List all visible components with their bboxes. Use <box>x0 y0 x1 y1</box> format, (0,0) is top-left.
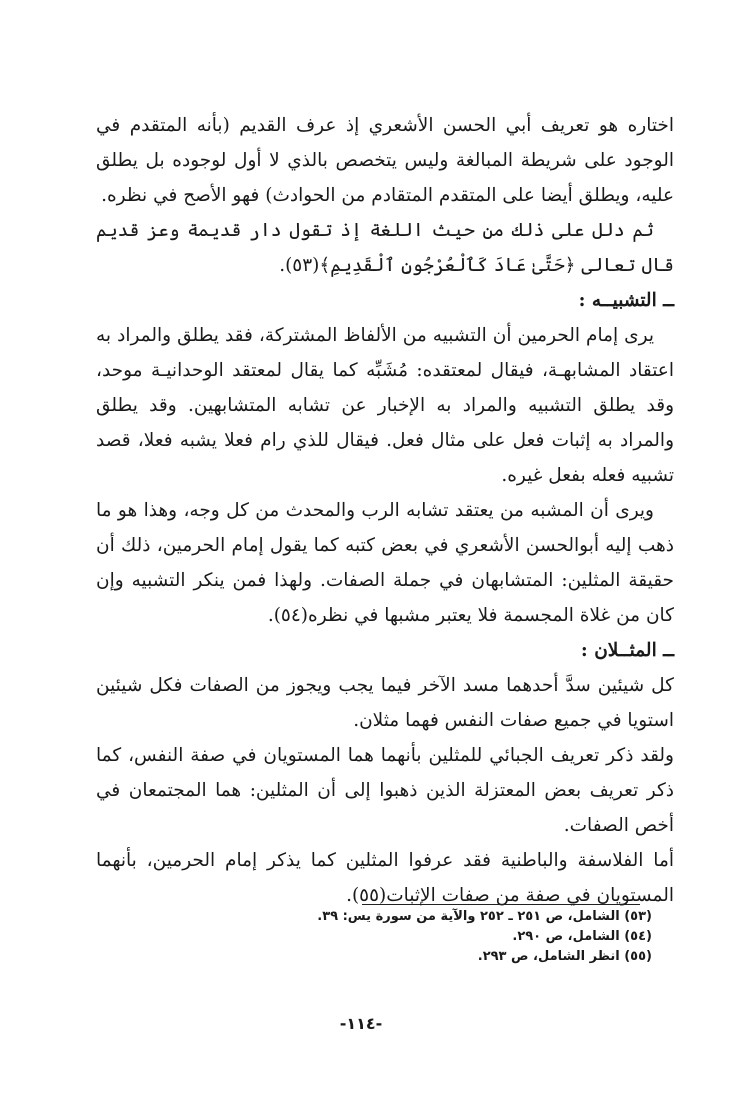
paragraph-1: اختاره هو تعريف أبي الحسن الأشعري إذ عرف القديم (بأنه المتقدم في الوجود على شريطة المبالغة وليس يتخصص بالذي لا أول لوجوده بل يطلق عليه، ويطلق أيضا على المتقدم المتقادم من الحوادث) فهو الأصح في نظره. <box>96 115 674 206</box>
paragraph-2: ثم دلل على ذلك من حيث اللغة إذ تقول دار قديمة وعز قديم قال تعالى ﴿حَتَّىٰ عَادَ كَٱلْعُرْجُونِ ٱلْقَدِيمِ﴾(٥٣). <box>96 220 674 276</box>
paragraph-6: ولقد ذكر تعريف الجبائي للمثلين بأنهما هما المستويان في صفة النفس، كما ذكر تعريف بعض المعتزلة الذين ذهبوا إلى أن المثلين: هما المجتمعان في أخص الصفات. <box>96 745 674 836</box>
footnote: (٥٥) انظر الشامل، ص ٢٩٣. <box>477 949 652 964</box>
main-text <box>96 108 674 913</box>
section-heading-mithlan: ــ المثــلان : <box>580 640 674 661</box>
footnote-divider <box>362 904 640 905</box>
footnotes <box>96 907 652 967</box>
paragraph-5: كل شيئين سدَّ أحدهما مسد الآخر فيما يجب ويجوز من الصفات فكل شيئين استويا في جميع صفات النفس فهما مثلان. <box>96 675 674 731</box>
section-heading-tashbih: ــ التشبيــه : <box>578 290 674 311</box>
paragraph-7: أما الفلاسفة والباطنية فقد عرفوا المثلين كما يذكر إمام الحرمين، بأنهما المستويان في صفة من صفات الإثبات(٥٥). <box>96 850 674 906</box>
footnote: (٥٣) الشامل، ص ٢٥١ ـ ٢٥٢ والآية من سورة يس: ٣٩. <box>317 909 652 924</box>
footnote: (٥٤) الشامل، ص ٢٩٠. <box>512 929 652 944</box>
paragraph-3: يرى إمام الحرمين أن التشبيه من الألفاظ المشتركة، فقد يطلق والمراد به اعتقاد المشابهـة، فيقال لمعتقده: مُشَبِّه كما يقال لمعتقد الوحدانيـة موحد، وقد يطلق التشبيه والمراد به الإخبار عن تشابه المتشابهين. وقد يطلق والمراد به إثبات فعل على مثال فعل. فيقال للذي رام فعلا يشبه فعلا، قصد تشبيه فعله بفعل غيره. <box>96 325 674 486</box>
page-number: -١١٤- <box>339 1014 383 1033</box>
paragraph-4: ويرى أن المشبه من يعتقد تشابه الرب والمحدث من كل وجه، وهذا هو ما ذهب إليه أبوالحسن الأشعري في بعض كتبه كما يقول إمام الحرمين، ذلك أن حقيقة المثلين: المتشابهان في جملة الصفات. ولهذا فمن ينكر التشبيه وإن كان من غلاة المجسمة فلا يعتبر مشبها في نظره(٥٤). <box>96 500 674 626</box>
